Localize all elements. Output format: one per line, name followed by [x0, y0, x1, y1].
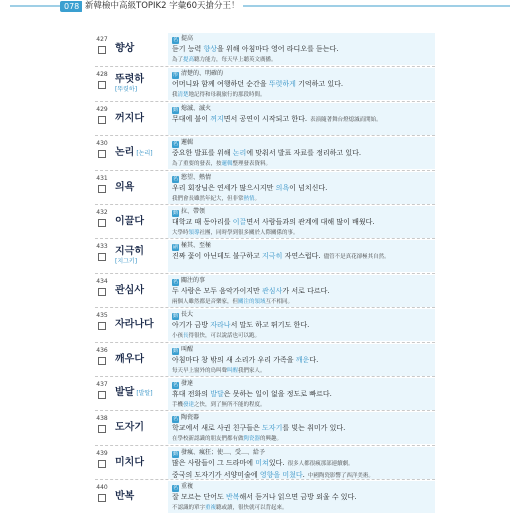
example-text: 아기가 금방	[172, 321, 211, 330]
example-text: 있다.	[268, 458, 285, 467]
entry-content	[168, 33, 435, 65]
word-col	[115, 308, 165, 342]
entry-number-col	[95, 243, 109, 261]
entry-content	[168, 172, 435, 204]
example-text: 많은 사람들이 그 드라마에	[172, 458, 256, 467]
headword	[115, 422, 165, 434]
entry-number: 437	[96, 380, 108, 388]
headword-text: 발달	[115, 387, 135, 399]
part-of-speech-icon: 名	[172, 141, 178, 148]
example-highlight: 발달	[210, 389, 224, 398]
entry-content	[168, 481, 435, 513]
entry-number: 430	[96, 140, 108, 148]
example-korean	[172, 423, 431, 435]
translation-text: 社團，同時學到很多關於人際關係的事。	[199, 229, 299, 236]
headword	[115, 74, 165, 86]
translation-text: 大學時	[172, 229, 189, 236]
entry-number-col	[95, 450, 109, 468]
entry-number-col	[95, 71, 109, 89]
example-chinese	[172, 229, 431, 237]
headword-text: 미치다	[115, 456, 144, 468]
headword-text: 논리	[115, 146, 135, 158]
meaning-text: 提高	[181, 35, 194, 42]
example-text: 잘 모르는 단어도	[172, 493, 227, 502]
entry-content	[168, 309, 435, 341]
example-highlight: 도자기	[262, 424, 283, 433]
example-text: 우리 회장님은 연세가 많으시지만	[172, 183, 276, 192]
part-of-speech-icon: 名	[172, 175, 178, 182]
example-chinese	[172, 435, 431, 443]
study-checkbox[interactable]	[98, 425, 106, 433]
example-text: 면서 사람들과의 관계에 대해 많이 배웠다.	[246, 217, 375, 226]
entry-number-col	[95, 36, 109, 54]
vocab-entry	[95, 170, 435, 204]
example-highlight: 자라나	[210, 321, 231, 330]
translation-text: 得很快，可以說話也可以跑。	[188, 333, 261, 340]
example-highlight: 깨운	[295, 355, 310, 364]
part-of-speech-icon: 動	[172, 209, 178, 216]
example-text: 을 위해 아침마다 영어 라디오를 듣는다.	[217, 45, 339, 53]
meaning-text: 重複	[181, 483, 194, 491]
part-of-speech-icon: 名	[172, 381, 178, 388]
word-col	[115, 411, 165, 445]
headword	[115, 147, 165, 160]
headword	[115, 113, 165, 125]
example-highlight: 미쳐	[255, 458, 269, 467]
word-col	[115, 239, 165, 273]
example-highlight: 꺼지	[210, 114, 224, 123]
vocab-entry	[95, 376, 435, 410]
example-translation: 儘管不是真花卻極其自然。	[323, 254, 390, 261]
study-checkbox[interactable]	[98, 219, 106, 227]
example-highlight: 의욕	[275, 183, 290, 192]
vocab-entry	[95, 410, 435, 444]
word-col	[115, 136, 165, 170]
part-of-speech-icon: 動	[172, 450, 178, 457]
example-korean	[172, 217, 431, 229]
meaning-text: 熄滅、滅火	[181, 104, 212, 112]
headword	[115, 216, 165, 228]
headword-text: 꺼지다	[115, 112, 144, 124]
meaning-line	[172, 105, 431, 114]
example-chinese	[172, 298, 431, 306]
word-col	[115, 274, 165, 308]
example-highlight: 뚜렷하게	[268, 80, 296, 89]
entry-content	[168, 240, 435, 272]
word-col	[115, 32, 165, 66]
meaning-line	[172, 174, 431, 183]
translation-text: 小孩	[172, 333, 184, 340]
meaning-text: 慾望、熱情	[181, 173, 212, 181]
meaning-text: 發達	[181, 379, 194, 387]
example-korean	[172, 389, 431, 401]
example-chinese	[172, 367, 431, 375]
meaning-text: 叫醒	[181, 345, 194, 353]
example-text: 해서 듣거나 읽으면 금방 외울 수 있다.	[239, 493, 357, 502]
translation-highlight: 熱情	[243, 195, 255, 202]
translation-text: 兩個人雖然都是音樂家，但	[172, 298, 239, 305]
meaning-text: 邏輯	[181, 139, 194, 147]
entry-number: 436	[96, 346, 108, 354]
translation-text: 手機	[172, 401, 184, 408]
translation-text: 我們家人。	[238, 367, 266, 374]
entry-content	[168, 275, 435, 307]
headword-text: 지극히	[115, 246, 144, 258]
example-text: 중요한 발표를 위해	[172, 149, 233, 158]
part-of-speech-icon: 動	[172, 347, 178, 354]
translation-text: 每天早上窗外的鳥叫聲	[172, 367, 228, 374]
study-checkbox[interactable]	[98, 150, 106, 158]
meaning-text: 拉、帶領	[181, 207, 206, 215]
example-korean	[172, 44, 431, 56]
part-of-speech-icon: 副	[172, 244, 178, 251]
entry-number-col	[95, 381, 109, 399]
study-checkbox[interactable]	[98, 494, 106, 502]
example-text: 자연스럽다.	[282, 252, 321, 261]
vocab-entry	[95, 479, 435, 513]
example-chinese	[172, 504, 431, 512]
example-korean	[172, 320, 431, 332]
meaning-line	[172, 139, 431, 148]
study-checkbox[interactable]	[98, 253, 106, 261]
example-highlight: 영향을 미쳤다	[259, 470, 303, 479]
meaning-line	[172, 483, 431, 492]
headword-text: 자라나다	[115, 319, 154, 331]
entry-number-col	[95, 347, 109, 365]
entry-number-col	[95, 140, 109, 158]
entry-number: 427	[96, 36, 108, 43]
headword-text: 반복	[115, 491, 135, 503]
vocab-entry	[95, 342, 435, 376]
example-highlight: 지극히	[262, 252, 283, 261]
example-highlight: 관심사	[262, 286, 283, 295]
part-of-speech-icon: 名	[172, 37, 178, 43]
example-chinese	[172, 56, 431, 64]
example-korean	[172, 286, 431, 298]
translation-text: 之快，到了無所不能的程度。	[194, 401, 266, 408]
translation-text: 。	[254, 195, 261, 202]
meaning-line	[172, 35, 431, 44]
example-korean	[172, 79, 431, 91]
meaning-text: 長大	[181, 311, 194, 319]
example-text: 은 못하는 일이 없을 정도로 빠르다.	[223, 389, 332, 398]
example-korean	[172, 114, 431, 126]
meaning-line	[172, 346, 431, 355]
entry-content	[168, 68, 435, 100]
pronunciation: [발딸]	[136, 390, 153, 398]
study-checkbox[interactable]	[98, 460, 106, 468]
translation-text: 我們會長雖然年紀大，但非常	[172, 195, 244, 202]
entry-number-col	[95, 106, 109, 124]
entry-content	[168, 447, 435, 479]
entry-number: 439	[96, 449, 108, 457]
translation-highlight: 清楚	[177, 92, 189, 99]
entry-number-col	[95, 312, 109, 330]
vocab-entry	[95, 238, 435, 272]
example-korean	[172, 251, 431, 263]
example-highlight: 향상	[203, 45, 218, 53]
entry-number: 429	[96, 105, 108, 113]
example-text: 아침마다 창 밖의 새 소리가 우리 가족을	[172, 355, 296, 364]
headword	[115, 319, 165, 331]
entry-number-col	[95, 209, 109, 227]
study-checkbox[interactable]	[98, 391, 106, 399]
example-text: 중국의 도자기가 서양미술에	[172, 470, 260, 479]
translation-highlight: 發達	[183, 401, 195, 408]
example-text: 무대에 불이	[172, 114, 211, 123]
translation-text: 整理發表資料。	[232, 161, 272, 168]
entry-number: 431	[96, 174, 108, 182]
headword	[115, 457, 165, 469]
study-checkbox[interactable]	[98, 81, 106, 89]
word-col	[115, 67, 165, 101]
part-of-speech-icon: 動	[172, 313, 178, 320]
meaning-line	[172, 208, 431, 217]
vocab-entry	[95, 66, 435, 100]
example-text: 두 사람은 모두 음악가이지만	[172, 286, 263, 295]
word-col	[115, 205, 165, 239]
translation-highlight: 長	[183, 333, 189, 340]
example-korean	[172, 458, 431, 470]
example-chinese	[172, 195, 431, 203]
example-text: 휴대 전화의	[172, 389, 211, 398]
headword-text: 관심사	[115, 284, 144, 296]
example-text: 다.	[309, 355, 319, 364]
study-checkbox[interactable]	[98, 46, 106, 54]
word-col	[115, 171, 165, 205]
entry-number: 432	[96, 208, 108, 216]
vocab-entry	[95, 307, 435, 341]
example-korean	[172, 355, 431, 367]
entry-number-col	[95, 175, 109, 193]
part-of-speech-icon: 動	[172, 106, 178, 113]
example-highlight: 반복	[226, 493, 240, 502]
example-highlight: 논리	[232, 149, 247, 158]
entry-number-col	[95, 484, 109, 502]
meaning-line	[172, 414, 431, 423]
meaning-line	[172, 242, 431, 251]
part-of-speech-icon: 名	[172, 416, 178, 423]
meaning-text: 陶瓷器	[181, 414, 200, 422]
example-chinese	[172, 401, 431, 409]
headword	[115, 491, 165, 503]
example-text: 대학교 때 동아리를	[172, 217, 233, 226]
word-col	[115, 102, 165, 136]
example-translation: 表演隨著舞台燈熄滅而開始。	[310, 116, 382, 123]
example-text: 에 맞춰서 발표 자료를 정리하고 있다.	[246, 149, 362, 158]
meaning-line	[172, 311, 431, 320]
example-text: 를 빚는 취미가 있다.	[282, 424, 346, 433]
part-of-speech-icon: 名	[172, 278, 178, 285]
translation-text: 為了重要的發表，按	[172, 161, 222, 168]
part-of-speech-icon: 名	[172, 485, 178, 492]
vocab-list	[95, 32, 435, 513]
translation-text: 地記得和母親旅行的那段時間。	[188, 92, 266, 99]
pronunciation: [뚜렷하]	[115, 86, 138, 94]
part-of-speech-icon: 形	[172, 72, 178, 79]
translation-highlight: 重複	[205, 505, 217, 512]
entry-number: 428	[96, 71, 108, 79]
headword-text: 향상	[115, 43, 135, 54]
translation-text: 為了	[172, 57, 184, 63]
example-chinese	[172, 332, 431, 340]
example-text: 면서 공연이 시작되고 한다.	[223, 114, 308, 123]
entry-number: 434	[96, 277, 108, 285]
headword-text: 이끌다	[115, 215, 144, 227]
vocab-entry	[95, 204, 435, 238]
vocab-entry	[95, 273, 435, 307]
headword-text: 뚜렷하	[115, 74, 144, 86]
entry-number: 440	[96, 484, 108, 492]
entry-content	[168, 206, 435, 238]
entry-number: 438	[96, 415, 108, 423]
word-col	[115, 446, 165, 480]
entry-number: 435	[96, 312, 108, 320]
headword-text: 깨우다	[115, 353, 144, 365]
study-checkbox[interactable]	[98, 116, 106, 124]
example-highlight: 이끌	[232, 217, 247, 226]
translation-text: 的興趣。	[260, 436, 283, 443]
study-checkbox[interactable]	[98, 288, 106, 296]
example-text: 기억하고 있다.	[295, 80, 344, 89]
meaning-line	[172, 277, 431, 286]
headword	[115, 182, 165, 194]
pronunciation: [지그키]	[115, 258, 138, 266]
meaning-line	[172, 70, 431, 79]
study-checkbox[interactable]	[98, 322, 106, 330]
vocab-entry	[95, 32, 435, 66]
example-translation: 中國陶瓷影響了西洋美術。	[307, 472, 374, 479]
translation-text: 我	[172, 92, 178, 99]
example-text: 가 서로 다르다.	[282, 286, 330, 295]
example-text: 이 넘치신다.	[289, 183, 328, 192]
pronunciation: [논리]	[136, 149, 153, 157]
entry-number-col	[95, 415, 109, 433]
headword	[115, 246, 165, 258]
entry-number-col	[95, 278, 109, 296]
example-translation: 很多人都很瘋那部連續劇。	[287, 460, 354, 467]
book-title: 新韓檢中高級TOPIK2 字彙60天搶分王！	[82, 0, 243, 12]
meaning-text: 清楚的、明確的	[181, 70, 224, 78]
meaning-text: 極其、至極	[181, 242, 212, 250]
word-col	[115, 377, 165, 411]
example-text: 학교에서 새로 사귄 친구들은	[172, 424, 263, 433]
vocab-entry	[95, 445, 435, 479]
translation-text: 互不相同。	[265, 298, 294, 305]
translation-text: 聽力能力，每天早上聽英文廣播。	[194, 57, 277, 63]
vocab-entry	[95, 101, 435, 135]
translation-highlight: 提高	[183, 57, 195, 63]
headword	[115, 354, 165, 366]
translation-highlight: 陶瓷器	[243, 436, 261, 443]
example-text: .	[302, 470, 305, 479]
translation-highlight: 領導	[188, 229, 200, 236]
page-header	[0, 0, 520, 14]
meaning-text: 發瘋、瘋狂；使…、受…、給予	[181, 448, 266, 456]
example-text: 어머니와 함께 여행하던 순간을	[172, 80, 269, 89]
study-checkbox[interactable]	[98, 357, 106, 365]
translation-highlight: 關注的領域	[238, 298, 266, 305]
translation-highlight: 叫醒	[227, 367, 239, 374]
word-col	[115, 343, 165, 377]
entry-content	[168, 412, 435, 444]
entry-content	[168, 103, 435, 135]
headword	[115, 285, 165, 297]
example-korean	[172, 148, 431, 160]
vocab-entry	[95, 135, 435, 169]
translation-text: 聽或讀，很快就可以背起來。	[216, 505, 288, 512]
word-col	[115, 480, 165, 514]
example-chinese	[172, 91, 431, 99]
meaning-line	[172, 449, 431, 458]
meaning-text: 關注的事	[181, 276, 206, 284]
study-checkbox[interactable]	[98, 185, 106, 193]
meaning-line	[172, 380, 431, 389]
entry-number: 433	[96, 243, 108, 251]
translation-text: 不認識的單字	[172, 505, 206, 512]
entry-content	[168, 378, 435, 410]
page-number: 078	[60, 1, 83, 12]
example-korean	[172, 492, 431, 504]
entry-content	[168, 344, 435, 376]
example-text: 진짜 꽃이 아닌데도 불구하고	[172, 252, 263, 261]
headword-text: 도자기	[115, 422, 144, 434]
example-text: 서 말도 하고 뛰기도 한다.	[230, 321, 310, 330]
headword-text: 의욕	[115, 181, 135, 193]
headword	[115, 387, 165, 400]
translation-text: 在學校新認識的朋友們都有做	[172, 436, 244, 443]
example-korean	[172, 183, 431, 195]
headword	[115, 43, 165, 55]
example-text: 듣기 능력	[172, 45, 204, 53]
entry-content	[168, 137, 435, 169]
translation-highlight: 邏輯	[221, 161, 233, 168]
example-chinese	[172, 160, 431, 168]
